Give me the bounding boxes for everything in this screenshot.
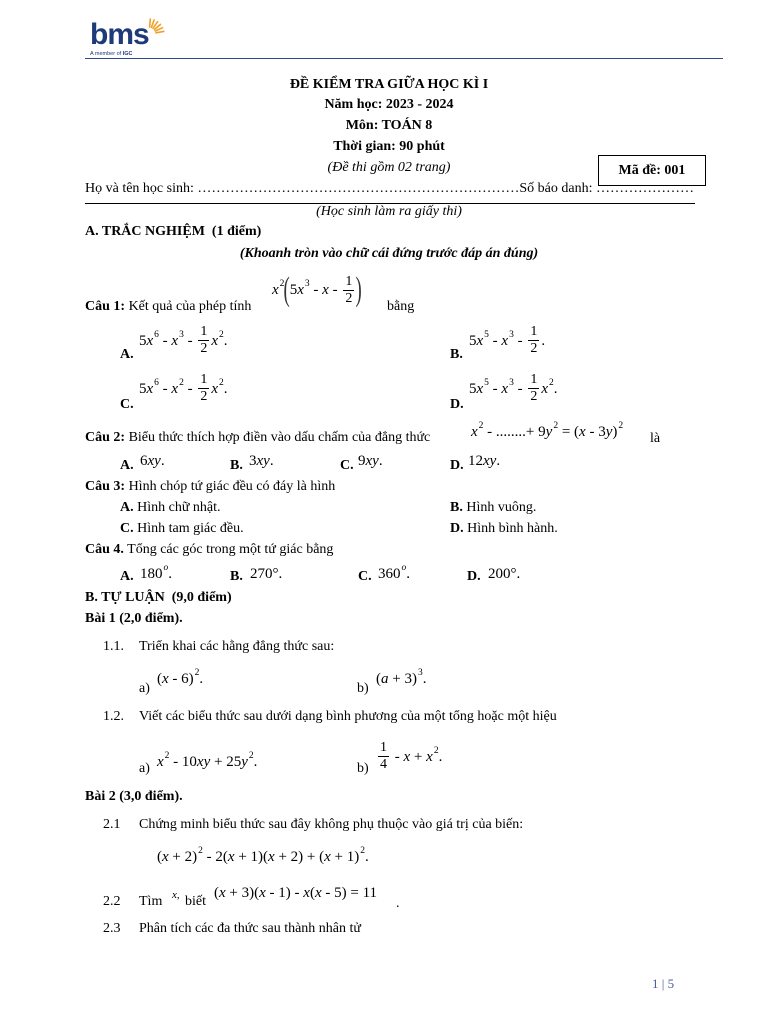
fraction-denominator: 4	[380, 757, 387, 772]
pages-note: (Đề thi gồm 02 trang)	[327, 160, 451, 175]
math-text: 6xy.	[140, 453, 165, 469]
math-text: x	[157, 754, 164, 770]
math-text: .	[541, 332, 546, 349]
math-text: .	[168, 566, 172, 582]
math-text: .	[422, 671, 427, 687]
math-superscript: 2	[164, 751, 170, 761]
math-text: 12xy.	[468, 453, 501, 469]
math-text: 5x	[289, 282, 304, 298]
logo-tagline	[90, 51, 133, 58]
math-superscript: 2	[549, 377, 554, 388]
math-text: (x + 3)(x - 1) - x(x - 5) = 11	[214, 885, 378, 901]
option-label: B.	[450, 347, 463, 362]
math-text: - 2(x + 1)(x + 2) + (x + 1)	[202, 849, 360, 865]
math-superscript: 2	[618, 421, 624, 431]
math-superscript: 2	[194, 668, 200, 678]
sub-a-expression	[157, 753, 257, 771]
math-text: .	[223, 380, 228, 397]
option-b-expression	[469, 325, 545, 356]
option-label: C.	[340, 458, 354, 473]
math-text: - ........+ 9y	[483, 424, 553, 440]
sub-b-expression	[376, 670, 426, 688]
fraction-denominator: 2	[530, 389, 538, 404]
sub-label: a)	[139, 681, 150, 696]
fraction-numerator: 1	[530, 324, 538, 339]
question-label: Câu 2:	[85, 430, 126, 445]
math-text: 180	[140, 566, 163, 582]
part-b-heading: B. TỰ LUẬN (9,0 điểm)	[85, 590, 232, 605]
option-label: B.	[450, 500, 463, 515]
math-text: - x	[488, 380, 509, 397]
fraction-numerator: 1	[200, 324, 208, 339]
option-text: Hình tam giác đều.	[137, 521, 244, 536]
math-text: -	[183, 380, 197, 397]
item-end-period: .	[396, 896, 400, 911]
option-b-expression	[249, 452, 274, 470]
math-text: x	[211, 332, 219, 349]
math-superscript: 2	[553, 421, 559, 431]
option-label: B.	[230, 569, 243, 584]
math-text: - x	[158, 332, 179, 349]
option-d	[450, 521, 558, 537]
math-fraction	[343, 275, 354, 306]
option-label: C.	[358, 569, 372, 584]
school-year: Năm học: 2023 - 2024	[324, 97, 454, 112]
option-b	[450, 500, 536, 516]
math-text: x	[541, 380, 549, 397]
page-number: 1 | 5	[652, 976, 675, 991]
option-label: A.	[120, 500, 134, 515]
question-1-expression	[272, 270, 362, 310]
logo-tagline-text: A member of	[90, 51, 122, 57]
option-a-expression	[140, 452, 165, 470]
question-4	[85, 542, 333, 558]
student-info-line: Họ và tên học sinh: ……………………………………………………………Số báo danh: …………………	[85, 181, 694, 196]
exam-title: ĐỀ KIỂM TRA GIỮA HỌC KÌ I	[289, 77, 489, 92]
item-number: 2.1	[103, 817, 121, 832]
math-text: = (x - 3y)	[558, 424, 618, 440]
item-number: 1.2.	[103, 709, 124, 724]
math-text: 5x	[469, 380, 484, 397]
item-number: 1.1.	[103, 639, 124, 654]
math-fraction	[528, 373, 539, 404]
sub-label: b)	[357, 681, 369, 696]
item-2-2-variable	[172, 889, 180, 902]
item-number: 2.2	[103, 894, 121, 909]
math-superscript: o	[163, 563, 169, 573]
math-superscript: 2	[360, 846, 365, 856]
math-text: - x -	[309, 282, 342, 298]
math-text: 5x	[139, 380, 154, 397]
math-text: 270°.	[250, 566, 283, 582]
option-c-expression	[139, 373, 228, 404]
math-text: 3xy.	[249, 453, 274, 469]
question-text: Kết quả của phép tính	[128, 299, 252, 314]
part-a-instruction: (Khoanh tròn vào chữ cái đứng trước đáp án đúng)	[239, 246, 539, 261]
math-superscript: 3	[509, 377, 514, 388]
option-label: C.	[120, 397, 134, 412]
math-superscript: o	[401, 563, 407, 573]
option-d-expression	[469, 373, 558, 404]
math-text: -	[513, 332, 527, 349]
math-text: (a + 3)	[376, 671, 417, 687]
part-a-heading: A. TRẮC NGHIỆM (1 điểm)	[85, 224, 262, 239]
math-superscript: 2	[219, 377, 224, 388]
question-2-expression	[471, 423, 623, 441]
math-fraction	[378, 741, 389, 772]
large-parenthesis: )	[355, 271, 363, 308]
option-label: D.	[450, 397, 464, 412]
math-superscript: 2	[478, 421, 484, 431]
math-text: 200°.	[488, 566, 521, 582]
math-superscript: 3	[304, 279, 310, 289]
math-fraction	[198, 373, 209, 404]
item-text: biết	[185, 894, 206, 909]
math-text: x	[272, 282, 279, 298]
item-text: Phân tích các đa thức sau thành nhân tử	[139, 921, 361, 936]
exam-code: Mã đề: 001	[618, 162, 686, 178]
math-fraction	[198, 325, 209, 356]
math-text: .	[199, 671, 204, 687]
option-c-expression	[358, 452, 383, 470]
question-1	[85, 299, 251, 315]
math-superscript: 6	[154, 377, 159, 388]
question-text: Hình chóp tứ giác đều có đáy là hình	[128, 479, 336, 494]
item-text: Tìm	[139, 894, 163, 909]
math-superscript: 6	[154, 329, 159, 340]
math-text: x	[211, 380, 219, 397]
logo-group-name: IGC	[122, 51, 133, 57]
option-d-expression	[468, 452, 500, 470]
math-text: .	[253, 754, 258, 770]
option-text: Hình vuông.	[466, 500, 537, 515]
math-text: (x - 6)	[157, 671, 194, 687]
option-label: A.	[120, 458, 134, 473]
math-superscript: 2	[219, 329, 224, 340]
math-superscript: 3	[179, 329, 184, 340]
fraction-denominator: 2	[200, 341, 208, 356]
question-text: Tổng các góc trong một tứ giác bằng	[127, 542, 334, 557]
math-text: x,	[172, 889, 180, 901]
logo-brand-text: bms	[90, 18, 149, 51]
math-superscript: 2	[279, 279, 285, 289]
question-2-suffix: là	[650, 431, 661, 446]
option-c	[120, 521, 244, 537]
option-label: A.	[120, 569, 134, 584]
math-superscript: 5	[484, 329, 489, 340]
subject: Môn: TOÁN 8	[345, 118, 433, 133]
item-2-2-equation	[214, 884, 377, 902]
math-superscript: 5	[484, 377, 489, 388]
option-label: D.	[450, 458, 464, 473]
math-text: - 10xy + 25y	[169, 754, 248, 770]
math-text: 5x	[139, 332, 154, 349]
math-text: .	[553, 380, 558, 397]
fraction-numerator: 1	[345, 273, 353, 289]
math-text: - x	[158, 380, 179, 397]
header-rule	[85, 58, 723, 59]
math-text: .	[365, 849, 369, 865]
answer-sheet-note: (Học sinh làm ra giấy thi)	[316, 204, 462, 219]
math-text: - x + x	[391, 748, 433, 765]
option-label: D.	[467, 569, 481, 584]
option-label: D.	[450, 521, 464, 536]
math-text: -	[183, 332, 197, 349]
item-number: 2.3	[103, 921, 121, 936]
option-a-expression	[139, 325, 228, 356]
math-text: .	[438, 748, 443, 765]
fraction-numerator: 1	[200, 372, 208, 387]
option-label: B.	[230, 458, 243, 473]
question-label: Câu 1:	[85, 299, 126, 314]
math-text: 9xy.	[358, 453, 383, 469]
math-text: x	[471, 424, 478, 440]
exercise-1-heading: Bài 1 (2,0 điểm).	[85, 611, 183, 626]
option-c-expression	[378, 565, 410, 583]
option-a	[120, 500, 221, 516]
option-label: A.	[120, 347, 134, 362]
math-superscript: 2	[198, 846, 203, 856]
math-fraction	[528, 325, 539, 356]
large-parenthesis: (	[283, 271, 291, 308]
sub-label: a)	[139, 761, 150, 776]
fraction-numerator: 1	[380, 740, 387, 755]
option-d-expression	[488, 565, 520, 583]
math-superscript: 2	[179, 377, 184, 388]
sub-a-expression	[157, 670, 203, 688]
question-label: Câu 3:	[85, 479, 126, 494]
fraction-denominator: 2	[345, 290, 353, 306]
math-text: -	[513, 380, 527, 397]
math-text: 5x	[469, 332, 484, 349]
math-text: 360	[378, 566, 401, 582]
math-superscript: 3	[509, 329, 514, 340]
option-label: C.	[120, 521, 134, 536]
item-text: Chứng minh biểu thức sau đây không phụ thuộc vào giá trị của biến:	[139, 817, 524, 832]
fraction-denominator: 2	[530, 341, 538, 356]
math-superscript: 2	[433, 745, 439, 756]
logo-sun-rays-icon	[147, 16, 169, 38]
option-text: Hình bình hành.	[467, 521, 558, 536]
math-text: .	[223, 332, 228, 349]
option-b-expression	[250, 565, 282, 583]
fraction-numerator: 1	[530, 372, 538, 387]
option-text: Hình chữ nhật.	[137, 500, 221, 515]
sub-label: b)	[357, 761, 369, 776]
question-3	[85, 479, 335, 495]
item-2-1-expression	[157, 848, 369, 866]
question-label: Câu 4.	[85, 542, 124, 557]
math-text: - x	[488, 332, 509, 349]
question-text: Biểu thức thích hợp điền vào dấu chấm của đẳng thức	[128, 430, 431, 445]
fraction-denominator: 2	[200, 389, 208, 404]
math-text: .	[406, 566, 410, 582]
option-a-expression	[140, 565, 172, 583]
math-superscript: 2	[248, 751, 254, 761]
exercise-2-heading: Bài 2 (3,0 điểm).	[85, 789, 183, 804]
duration: Thời gian: 90 phút	[333, 139, 445, 154]
math-superscript: 3	[417, 668, 423, 678]
item-text: Viết các biểu thức sau dưới dạng bình phương của một tổng hoặc một hiệu	[139, 709, 557, 724]
item-text: Triển khai các hằng đẳng thức sau:	[139, 639, 335, 654]
math-text: (x + 2)	[157, 849, 198, 865]
question-1-suffix: bằng	[387, 299, 415, 314]
question-2	[85, 430, 430, 446]
sub-b-expression	[376, 741, 442, 772]
